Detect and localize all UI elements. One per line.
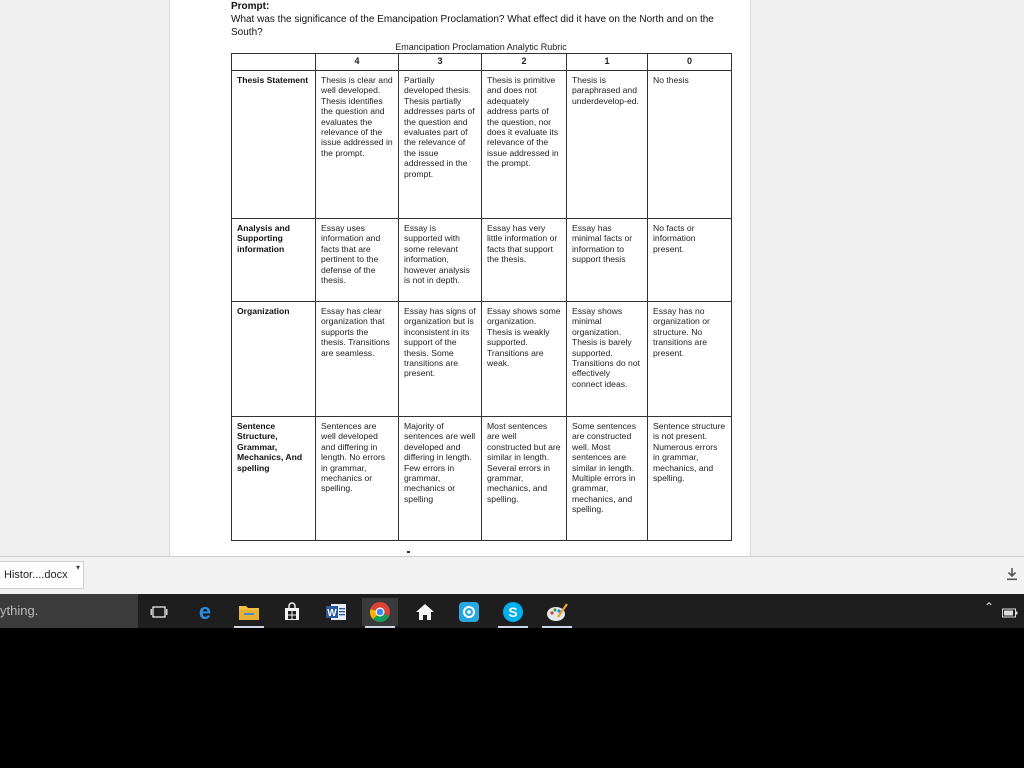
criterion-cell: Organization (232, 302, 316, 417)
download-arrow-icon[interactable] (1006, 567, 1018, 581)
rubric-title: Emancipation Proclamation Analytic Rubric (395, 42, 567, 52)
header-cell-3: 3 (399, 54, 482, 71)
rubric-cell: Essay is supported with some relevant information, however analysis is not in depth. (399, 219, 482, 302)
rubric-cell: Essay has signs of organization but is inconsistent in its support of the thesis. Some transitions are present. (399, 302, 482, 417)
criterion-cell: Thesis Statement (232, 71, 316, 219)
search-text: ything. (0, 603, 39, 618)
rubric-cell: Majority of sentences are well developed and differing in length. Few errors in grammar, mechanics or spelling (399, 417, 482, 541)
text-cursor-mark (407, 551, 410, 553)
taskbar (0, 594, 1024, 628)
page-content (231, 0, 731, 541)
rubric-header-row (232, 54, 732, 71)
rubric-cell: No facts or information present. (648, 219, 732, 302)
rubric-cell: Essay has minimal facts or information to support thesis (567, 219, 648, 302)
rubric-cell: Thesis is primitive and does not adequately address parts of the question, nor does it evaluate its relevance of the issue addressed in the prompt. (482, 71, 567, 219)
prompt-text: What was the significance of the Emancipation Proclamation? What effect did it have on the North and on the South? (231, 14, 714, 38)
chevron-up-icon[interactable]: ⌃ (984, 600, 995, 614)
rubric-cell: Most sentences are well constructed but are similar in length. Several errors in grammar, mechanics, and spelling. (482, 417, 567, 541)
header-cell-4: 4 (316, 54, 399, 71)
paint-icon[interactable] (539, 598, 575, 626)
battery-icon[interactable] (1002, 605, 1018, 623)
rubric-cell: Essay shows minimal organization. Thesis is barely supported. Transitions do not effectively connect ideas. (567, 302, 648, 417)
rubric-cell: Essay shows some organization. Thesis is weakly supported. Transitions are weak. (482, 302, 567, 417)
header-cell-2: 2 (482, 54, 567, 71)
rubric-cell: No thesis (648, 71, 732, 219)
app-icon[interactable] (451, 598, 487, 626)
rubric-row-sentence-structure (232, 417, 732, 541)
criterion-cell: Sentence Structure, Grammar, Mechanics, And spelling (232, 417, 316, 541)
rubric-cell: Sentences are well developed and differing in length. No errors in grammar, mechanics or spelling. (316, 417, 399, 541)
word-icon[interactable] (318, 598, 354, 626)
svg-text:S: S (508, 604, 518, 620)
download-item[interactable] (0, 561, 84, 589)
rubric-row-analysis (232, 219, 732, 302)
prompt-label: Prompt: (231, 1, 270, 12)
store-icon[interactable] (274, 598, 310, 626)
rubric-cell: Thesis is clear and well developed. Thesis identifies the question and evaluates the relevance of the issue addressed in the prompt. (316, 71, 399, 219)
skype-icon[interactable] (495, 598, 531, 626)
black-area (0, 628, 1024, 768)
rubric-row-organization (232, 302, 732, 417)
edge-icon[interactable] (187, 598, 223, 626)
rubric-cell: Thesis is paraphrased and underdevelop-ed. (567, 71, 648, 219)
rubric-cell: Essay uses information and facts that are pertinent to the defense of the thesis. (316, 219, 399, 302)
document-page (169, 0, 751, 556)
chrome-icon[interactable] (362, 598, 398, 626)
criterion-cell: Analysis and Supporting information (232, 219, 316, 302)
header-cell-criterion (232, 54, 316, 71)
header-cell-0: 0 (648, 54, 732, 71)
svg-text:e: e (198, 601, 212, 623)
home-icon[interactable] (407, 598, 443, 626)
taskbar-search-box[interactable] (0, 594, 138, 628)
rubric-row-thesis (232, 71, 732, 219)
download-file-name: Histor....docx (4, 569, 68, 581)
rubric-cell: Essay has very little information or facts that support the thesis. (482, 219, 567, 302)
download-bar (0, 556, 1024, 594)
file-explorer-icon[interactable] (231, 598, 267, 626)
header-cell-1: 1 (567, 54, 648, 71)
rubric-cell: Partially developed thesis. Thesis partially addresses parts of the question and evaluates part of the relevance of the issue addressed in the prompt. (399, 71, 482, 219)
download-menu-icon[interactable]: ▾ (75, 563, 80, 572)
rubric-cell: Some sentences are constructed well. Most sentences are similar in length. Multiple errors in grammar, mechanics, and spelling. (567, 417, 648, 541)
rubric-cell: Essay has no organization or structure. No transitions are present. (648, 302, 732, 417)
svg-text:W: W (327, 608, 337, 619)
rubric-cell: Sentence structure is not present. Numerous errors in grammar, mechanics, and spelling. (648, 417, 732, 541)
task-view-icon[interactable] (141, 598, 177, 626)
rubric-cell: Essay has clear organization that supports the thesis. Transitions are seamless. (316, 302, 399, 417)
rubric-table (231, 53, 732, 541)
system-tray (984, 594, 1024, 628)
